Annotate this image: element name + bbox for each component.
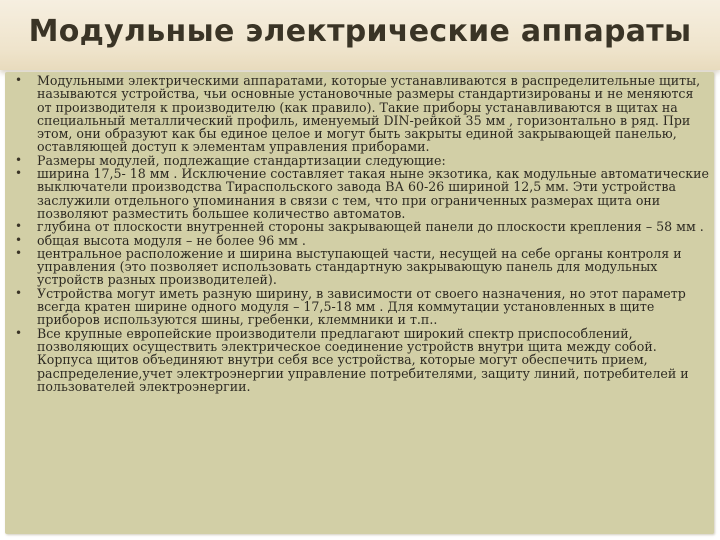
bullet-item [15,154,709,167]
bullet-item [15,247,709,287]
bullet-text: Модульными электрическими аппаратами, которые устанавливаются в распределительные щиты, называются устройства, чьи основные установочные размеры стандартизированы и не меняются от производителя к производителю (как правило). Такие приборы устанавливаются в щитах на специальный металлический профиль, именуемый DIN-рейкой 35 мм , горизонтально в ряд. При этом, они образуют как бы единое целое и могут быть закрыты единой закрывающей панелью, оставляющей доступ к элементам управления приборами. [37,73,701,155]
bullet-icon: • [15,219,23,234]
bullet-item [15,234,709,247]
bullet-icon: • [15,325,23,340]
bullet-icon: • [15,285,23,300]
bullet-text: глубина от плоскости внутренней стороны закрывающей панели до плоскости крепления – 58 мм . [37,219,704,235]
bullet-text: Размеры модулей, подлежащие стандартизации следующие: [37,152,446,168]
bullet-text: центральное расположение и ширина выступающей части, несущей на себе органы контроля и управления (это позволяет использовать стандартную закрывающую панель для модульных устройств разных производителей). [37,245,682,288]
bullet-icon: • [15,152,23,167]
bullet-icon: • [15,166,23,181]
bullet-item [15,167,709,220]
bullet-list [15,74,709,393]
content-box [5,72,714,534]
bullet-item [15,220,709,233]
bullet-icon: • [15,232,23,247]
bullet-item [15,74,709,154]
bullet-text: Все крупные европейские производители предлагают широкий спектр приспособлений, позволяющих осуществить электрическое соединение устройств внутри щита между собой. Корпуса щитов объединяют внутри себя все устройства, которые могут обеспечить прием, распределение,учет электроэнергии управление потребителями, защиту линий, потребителей и пользователей электроэнергии. [37,325,689,394]
bullet-text: общая высота модуля – не более 96 мм . [37,232,306,248]
title-band [0,0,720,70]
bullet-text: ширина 17,5- 18 мм . Исключение составляет такая ныне экзотика, как модульные автоматические выключатели производства Тираспольского завода ВА 60-26 шириной 12,5 мм. Эти устройства заслужили отдельного упоминания в связи с тем, что при ограниченных размерах щита они позволяют разместить большее количество автоматов. [37,166,709,221]
slide-title: Модульные электрические аппараты [28,14,692,49]
bullet-text: Устройства могут иметь разную ширину, в зависимости от своего назначения, но этот параметр всегда кратен ширине одного модуля – 17,5-18 мм . Для коммутации установленных в щите приборов используются шины, гребенки, клеммники и т.п.. [37,285,686,328]
bullet-item [15,327,709,393]
bullet-item [15,287,709,327]
bullet-icon: • [15,245,23,260]
bullet-icon: • [15,73,23,87]
